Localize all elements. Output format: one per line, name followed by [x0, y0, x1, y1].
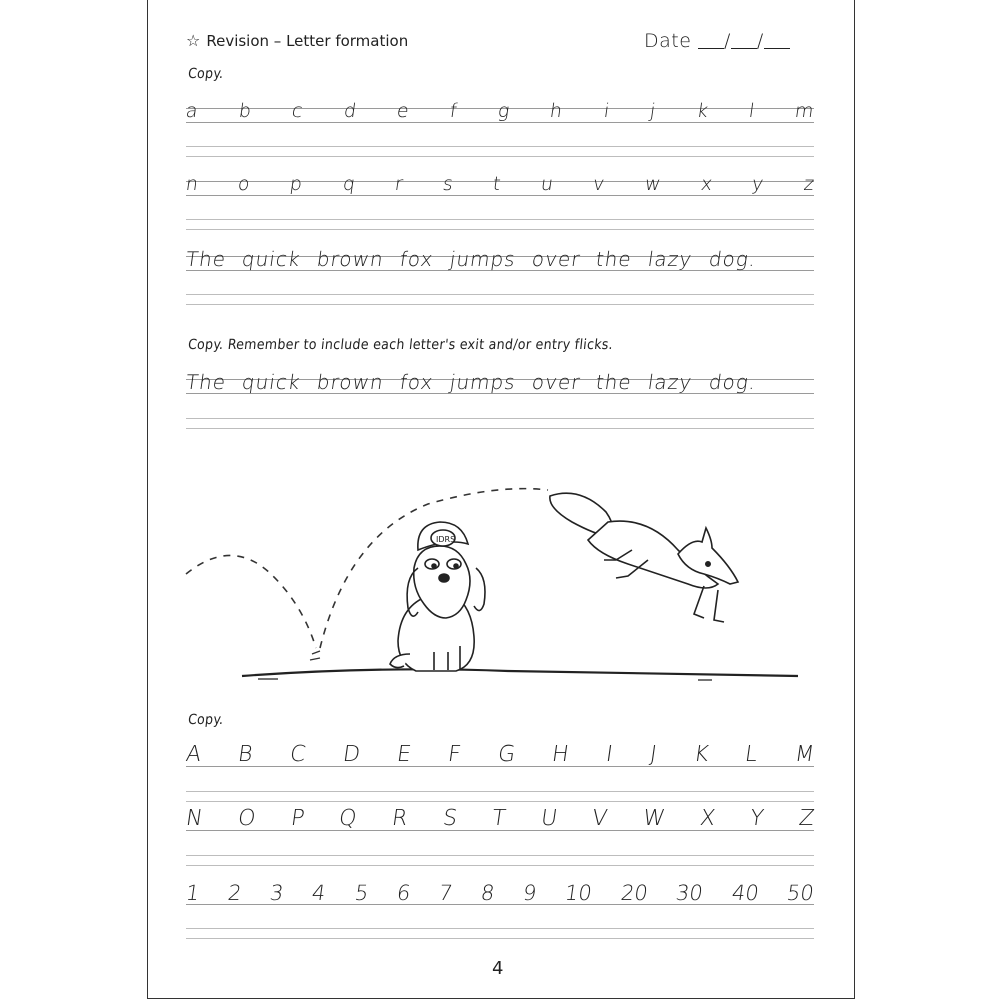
- date-separator: /: [723, 30, 731, 52]
- letter-glyph: r: [393, 173, 405, 195]
- guide-line: [186, 195, 814, 196]
- letter-glyph: M: [793, 742, 816, 767]
- uppercase-row-2: [186, 806, 814, 831]
- number-glyph: 5: [352, 881, 370, 905]
- letter-glyph: U: [538, 806, 559, 831]
- uppercase-row-1: [186, 742, 814, 767]
- letter-glyph: o: [236, 173, 252, 195]
- guide-line: [186, 219, 814, 220]
- letter-glyph: q: [341, 173, 357, 195]
- letter-glyph: w: [643, 173, 663, 195]
- fox-drawing: [550, 493, 738, 622]
- date-field[interactable]: [644, 30, 790, 52]
- letter-glyph: n: [184, 173, 200, 195]
- sentence-word: lazy: [646, 370, 695, 394]
- guide-line: [186, 146, 814, 147]
- letter-glyph: t: [491, 173, 503, 195]
- letter-glyph: b: [237, 100, 253, 122]
- letter-glyph: S: [440, 806, 459, 831]
- sentence-word: dog.: [706, 370, 758, 394]
- guide-line: [186, 156, 814, 157]
- sentence-word: jumps: [447, 247, 518, 271]
- date-day-blank[interactable]: [698, 32, 724, 49]
- sentence-word: quick: [240, 370, 303, 394]
- guide-line: [186, 304, 814, 305]
- landing-mark: [310, 651, 320, 660]
- number-glyph: 6: [395, 881, 412, 905]
- letter-glyph: Q: [337, 806, 359, 831]
- letter-glyph: V: [590, 806, 609, 831]
- sentence-row-1: [186, 247, 756, 271]
- letter-glyph: D: [340, 742, 362, 767]
- letter-glyph: f: [448, 100, 459, 122]
- sentence-word: brown: [315, 370, 386, 394]
- letter-glyph: a: [184, 100, 200, 122]
- sentence-word: dog.: [706, 247, 758, 271]
- letter-glyph: e: [395, 100, 411, 122]
- number-glyph: 40: [730, 881, 761, 905]
- ground-line: [242, 669, 798, 676]
- date-separator: /: [756, 30, 764, 52]
- letter-glyph: G: [496, 742, 517, 767]
- lowercase-row-2: [186, 173, 814, 195]
- letter-glyph: u: [539, 173, 555, 195]
- number-glyph: 1: [184, 881, 202, 905]
- sentence-word: over: [529, 370, 582, 394]
- letter-glyph: m: [793, 100, 816, 122]
- letter-glyph: J: [648, 742, 659, 767]
- letter-glyph: Z: [797, 806, 816, 831]
- instruction-copy-1: Copy.: [187, 66, 225, 82]
- number-glyph: 9: [521, 881, 539, 905]
- sentence-row-2: [186, 370, 756, 394]
- number-glyph: 3: [268, 881, 286, 905]
- letter-glyph: c: [290, 100, 305, 122]
- number-glyph: 30: [674, 881, 705, 905]
- letter-glyph: E: [395, 742, 413, 767]
- dog-and-fox-illustration: [178, 476, 808, 692]
- date-month-blank[interactable]: [731, 32, 757, 49]
- letter-glyph: A: [184, 742, 203, 767]
- letter-glyph: P: [288, 806, 306, 831]
- letter-glyph: j: [648, 100, 658, 122]
- number-glyph: 7: [437, 881, 454, 905]
- letter-glyph: k: [695, 100, 710, 122]
- date-year-blank[interactable]: [764, 32, 790, 49]
- guide-line: [186, 938, 814, 939]
- letter-glyph: K: [691, 742, 710, 767]
- letter-glyph: p: [288, 173, 304, 195]
- ground-tick: [258, 679, 712, 680]
- number-glyph: 20: [619, 881, 650, 905]
- letter-glyph: R: [390, 806, 409, 831]
- sentence-word: over: [529, 247, 582, 271]
- sentence-word: fox: [398, 247, 436, 271]
- number-glyph: 50: [785, 881, 816, 905]
- letter-glyph: g: [496, 100, 511, 122]
- letter-glyph: v: [591, 173, 607, 195]
- sentence-word: The: [184, 370, 228, 394]
- guide-line: [186, 229, 814, 230]
- letter-glyph: y: [750, 173, 766, 195]
- guide-line: [186, 801, 814, 802]
- letter-glyph: H: [550, 742, 571, 767]
- sentence-word: The: [184, 247, 228, 271]
- page-number: 4: [492, 958, 504, 979]
- sentence-word: the: [594, 247, 634, 271]
- bounce-path-left: [186, 555, 316, 648]
- star-icon: ☆: [186, 31, 201, 50]
- number-glyph: 10: [563, 881, 594, 905]
- page-title: [186, 32, 408, 50]
- letter-glyph: X: [697, 806, 717, 831]
- letter-glyph: x: [699, 173, 714, 195]
- letter-glyph: h: [548, 100, 565, 122]
- title-text: Revision – Letter formation: [206, 32, 409, 50]
- instruction-copy-3: Copy.: [187, 712, 225, 728]
- guide-line: [186, 855, 814, 856]
- letter-glyph: i: [602, 100, 611, 122]
- dog-drawing: [390, 522, 485, 671]
- guide-line: [186, 418, 814, 419]
- letter-glyph: W: [640, 806, 667, 831]
- guide-line: [186, 428, 814, 429]
- numbers-row: [186, 881, 814, 905]
- number-glyph: 2: [226, 881, 244, 905]
- letter-glyph: C: [288, 742, 308, 767]
- letter-glyph: I: [604, 742, 615, 767]
- guide-line: [186, 928, 814, 929]
- guide-line: [186, 122, 814, 123]
- sentence-word: brown: [315, 247, 386, 271]
- guide-line: [186, 791, 814, 792]
- letter-glyph: d: [342, 100, 358, 122]
- letter-glyph: l: [747, 100, 756, 122]
- sentence-word: jumps: [447, 370, 518, 394]
- letter-glyph: z: [802, 173, 816, 195]
- letter-glyph: F: [446, 742, 463, 767]
- sentence-word: fox: [398, 370, 436, 394]
- number-glyph: 4: [310, 881, 328, 905]
- letter-glyph: s: [441, 173, 455, 195]
- guide-line: [186, 294, 814, 295]
- date-label: Date: [644, 30, 692, 52]
- letter-glyph: N: [184, 806, 205, 831]
- number-glyph: 8: [479, 881, 497, 905]
- sentence-word: lazy: [646, 247, 695, 271]
- letter-glyph: Y: [748, 806, 766, 831]
- lowercase-row-1: [186, 100, 814, 122]
- sentence-word: quick: [240, 247, 303, 271]
- sentence-word: the: [594, 370, 634, 394]
- cap-label: IDRS: [436, 535, 456, 544]
- instruction-copy-2: Copy. Remember to include each letter's exit and/or entry flicks.: [187, 337, 614, 353]
- guide-line: [186, 865, 814, 866]
- letter-glyph: T: [490, 806, 508, 831]
- letter-glyph: B: [236, 742, 255, 767]
- letter-glyph: L: [743, 742, 760, 767]
- letter-glyph: O: [236, 806, 257, 831]
